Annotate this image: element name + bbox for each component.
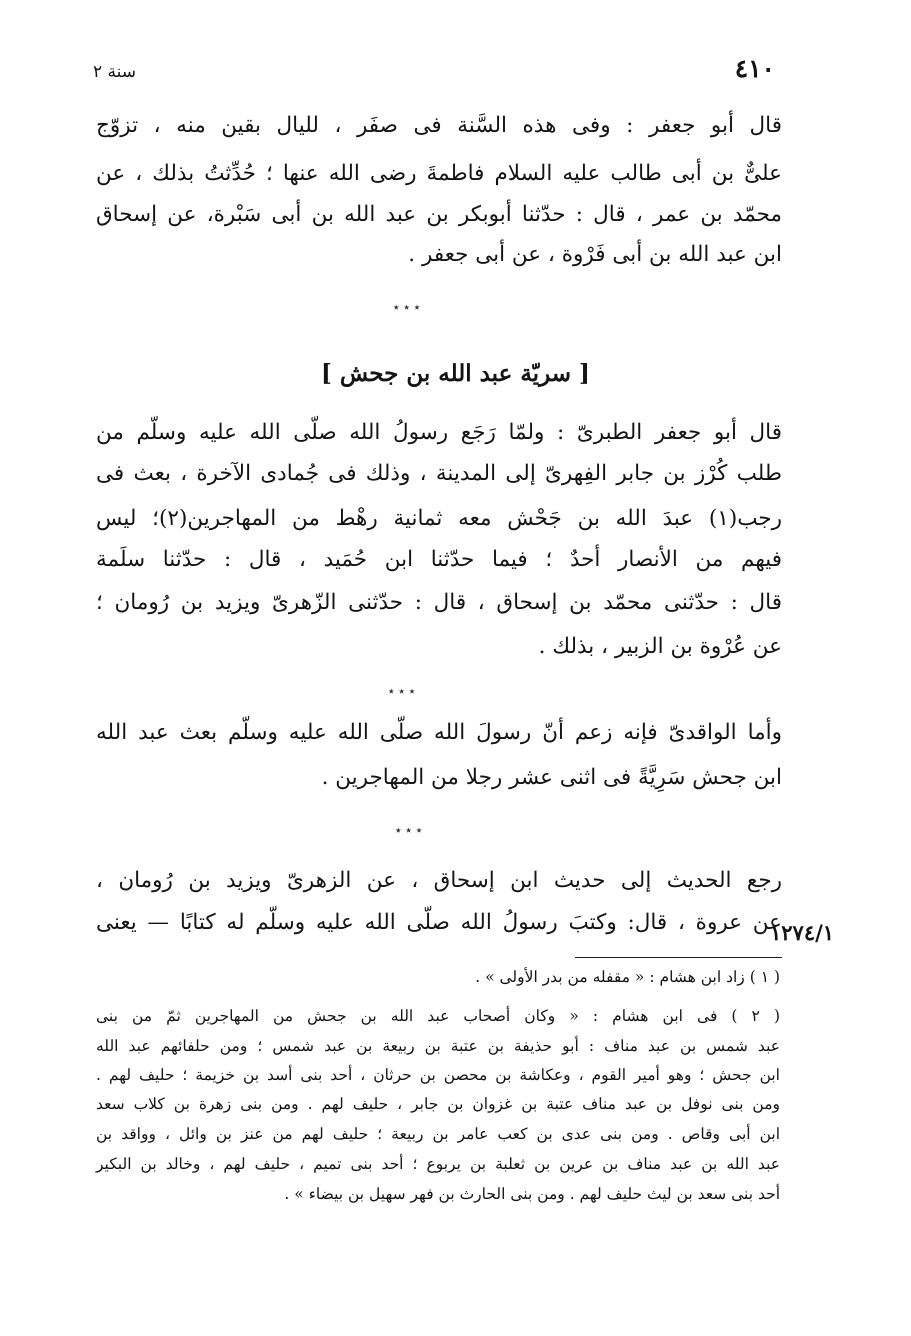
footnote-2-line: ( ٢ ) فى ابن هشام : « وكان أصحاب عبد الله بن جحش من المهاجرين ثمّ من بنى bbox=[96, 1007, 780, 1025]
footnote-2-line: أحد بنى سعد بن ليث حليف لهم . ومن بنى الحارث بن فهر سهيل بن بيضاء » . bbox=[284, 1185, 780, 1203]
text-line: رجب(١) عبدَ الله بن جَحْش معه ثمانية رهْط من المهاجرين(٢)؛ ليس bbox=[96, 506, 782, 531]
footnote-2-line: ابن جحش ؛ وهو أمير القوم ، وعكاشة بن محصن بن حرثان ، أحد بنى أسد بن خزيمة ؛ حليف لهم . bbox=[96, 1066, 780, 1084]
footnote-2-line: عبد الله بن عبد مناف بن عرين بن ثعلبة بن يربوع ؛ أحد بنى تميم ، حليف لهم ، وخالد بن البكير bbox=[96, 1155, 780, 1173]
text-line: ابن جحش سَرِيَّةً فى اثنى عشر رجلا من المهاجرين . bbox=[321, 765, 782, 790]
running-header-year: سنة ٢ bbox=[93, 62, 137, 82]
section-separator: ٭ ٭ ٭ bbox=[393, 300, 421, 314]
text-line: رجع الحديث إلى حديث ابن إسحاق ، عن الزهرىّ ويزيد بن رُومان ، bbox=[96, 868, 782, 893]
section-separator: ٭ ٭ ٭ bbox=[388, 684, 416, 698]
footnote-rule bbox=[575, 957, 782, 958]
page-number: ٤١٠ bbox=[734, 54, 775, 83]
text-line: قال أبو جعفر الطبرىّ : ولمّا رَجَع رسولُ الله صلّى الله عليه وسلّم من bbox=[96, 420, 782, 445]
text-line: طلب كُرْز بن جابر الفِهرىّ إلى المدينة ، وذلك فى جُمادى الآخرة ، بعث فى bbox=[96, 461, 782, 486]
text-line: محمّد بن عمر ، قال : حدّثنا أبوبكر بن عبد الله بن أبى سَبْرة، عن إسحاق bbox=[96, 202, 782, 227]
text-line: ابن عبد الله بن أبى فَرْوة ، عن أبى جعفر . bbox=[408, 242, 782, 267]
text-line: علىٌّ بن أبى طالب عليه السلام فاطمةَ رضى الله عنها ؛ حُدِّثتُ بذلك ، عن bbox=[96, 161, 782, 186]
text-line: قال أبو جعفر : وفى هذه السَّنة فى صفَر ، لليال بقين منه ، تزوّج bbox=[96, 113, 782, 138]
section-title: [ سريّة عبد الله بن جحش ] bbox=[321, 360, 590, 387]
footnote-1: ( ١ ) زاد ابن هشام : « مقفله من بدر الأولى » . bbox=[475, 968, 780, 986]
footnote-2-line: عبد شمس بن عبد مناف : أبو حذيفة بن عتبة بن ربيعة بن عبد شمس ؛ ومن حلفائهم عبد الله bbox=[96, 1037, 780, 1055]
text-line: فيهم من الأنصار أحدٌ ؛ فيما حدّثنا ابن حُمَيد ، قال : حدّثنا سلَمة bbox=[96, 547, 782, 572]
text-line: وأما الواقدىّ فإنه زعم أنّ رسولَ الله صلّى الله عليه وسلّم بعث عبد الله bbox=[96, 720, 782, 745]
footnote-2-line: ابن أبى وقاص . ومن بنى عدى بن كعب عامر بن ربيعة ؛ حليف لهم من عنز بن وائل ، وواقد بن bbox=[96, 1125, 780, 1143]
text-line: عن عُرْوة بن الزبير ، بذلك . bbox=[538, 634, 782, 659]
text-line: عن عروة ، قال: وكتبَ رسولُ الله صلّى الله عليه وسلّم له كتابًا — يعنى bbox=[96, 910, 782, 935]
section-separator: ٭ ٭ ٭ bbox=[395, 823, 423, 837]
text-line: قال : حدّثنى محمّد بن إسحاق ، قال : حدّثنى الزّهرىّ ويزيد بن رُومان ؛ bbox=[96, 590, 782, 615]
margin-reference: ١٢٧٤/١ bbox=[770, 920, 835, 945]
footnote-2-line: ومن بنى نوفل بن عبد مناف عتبة بن غزوان بن جابر ، حليف لهم . ومن بنى زهرة بن كلاب سعد bbox=[96, 1095, 780, 1113]
